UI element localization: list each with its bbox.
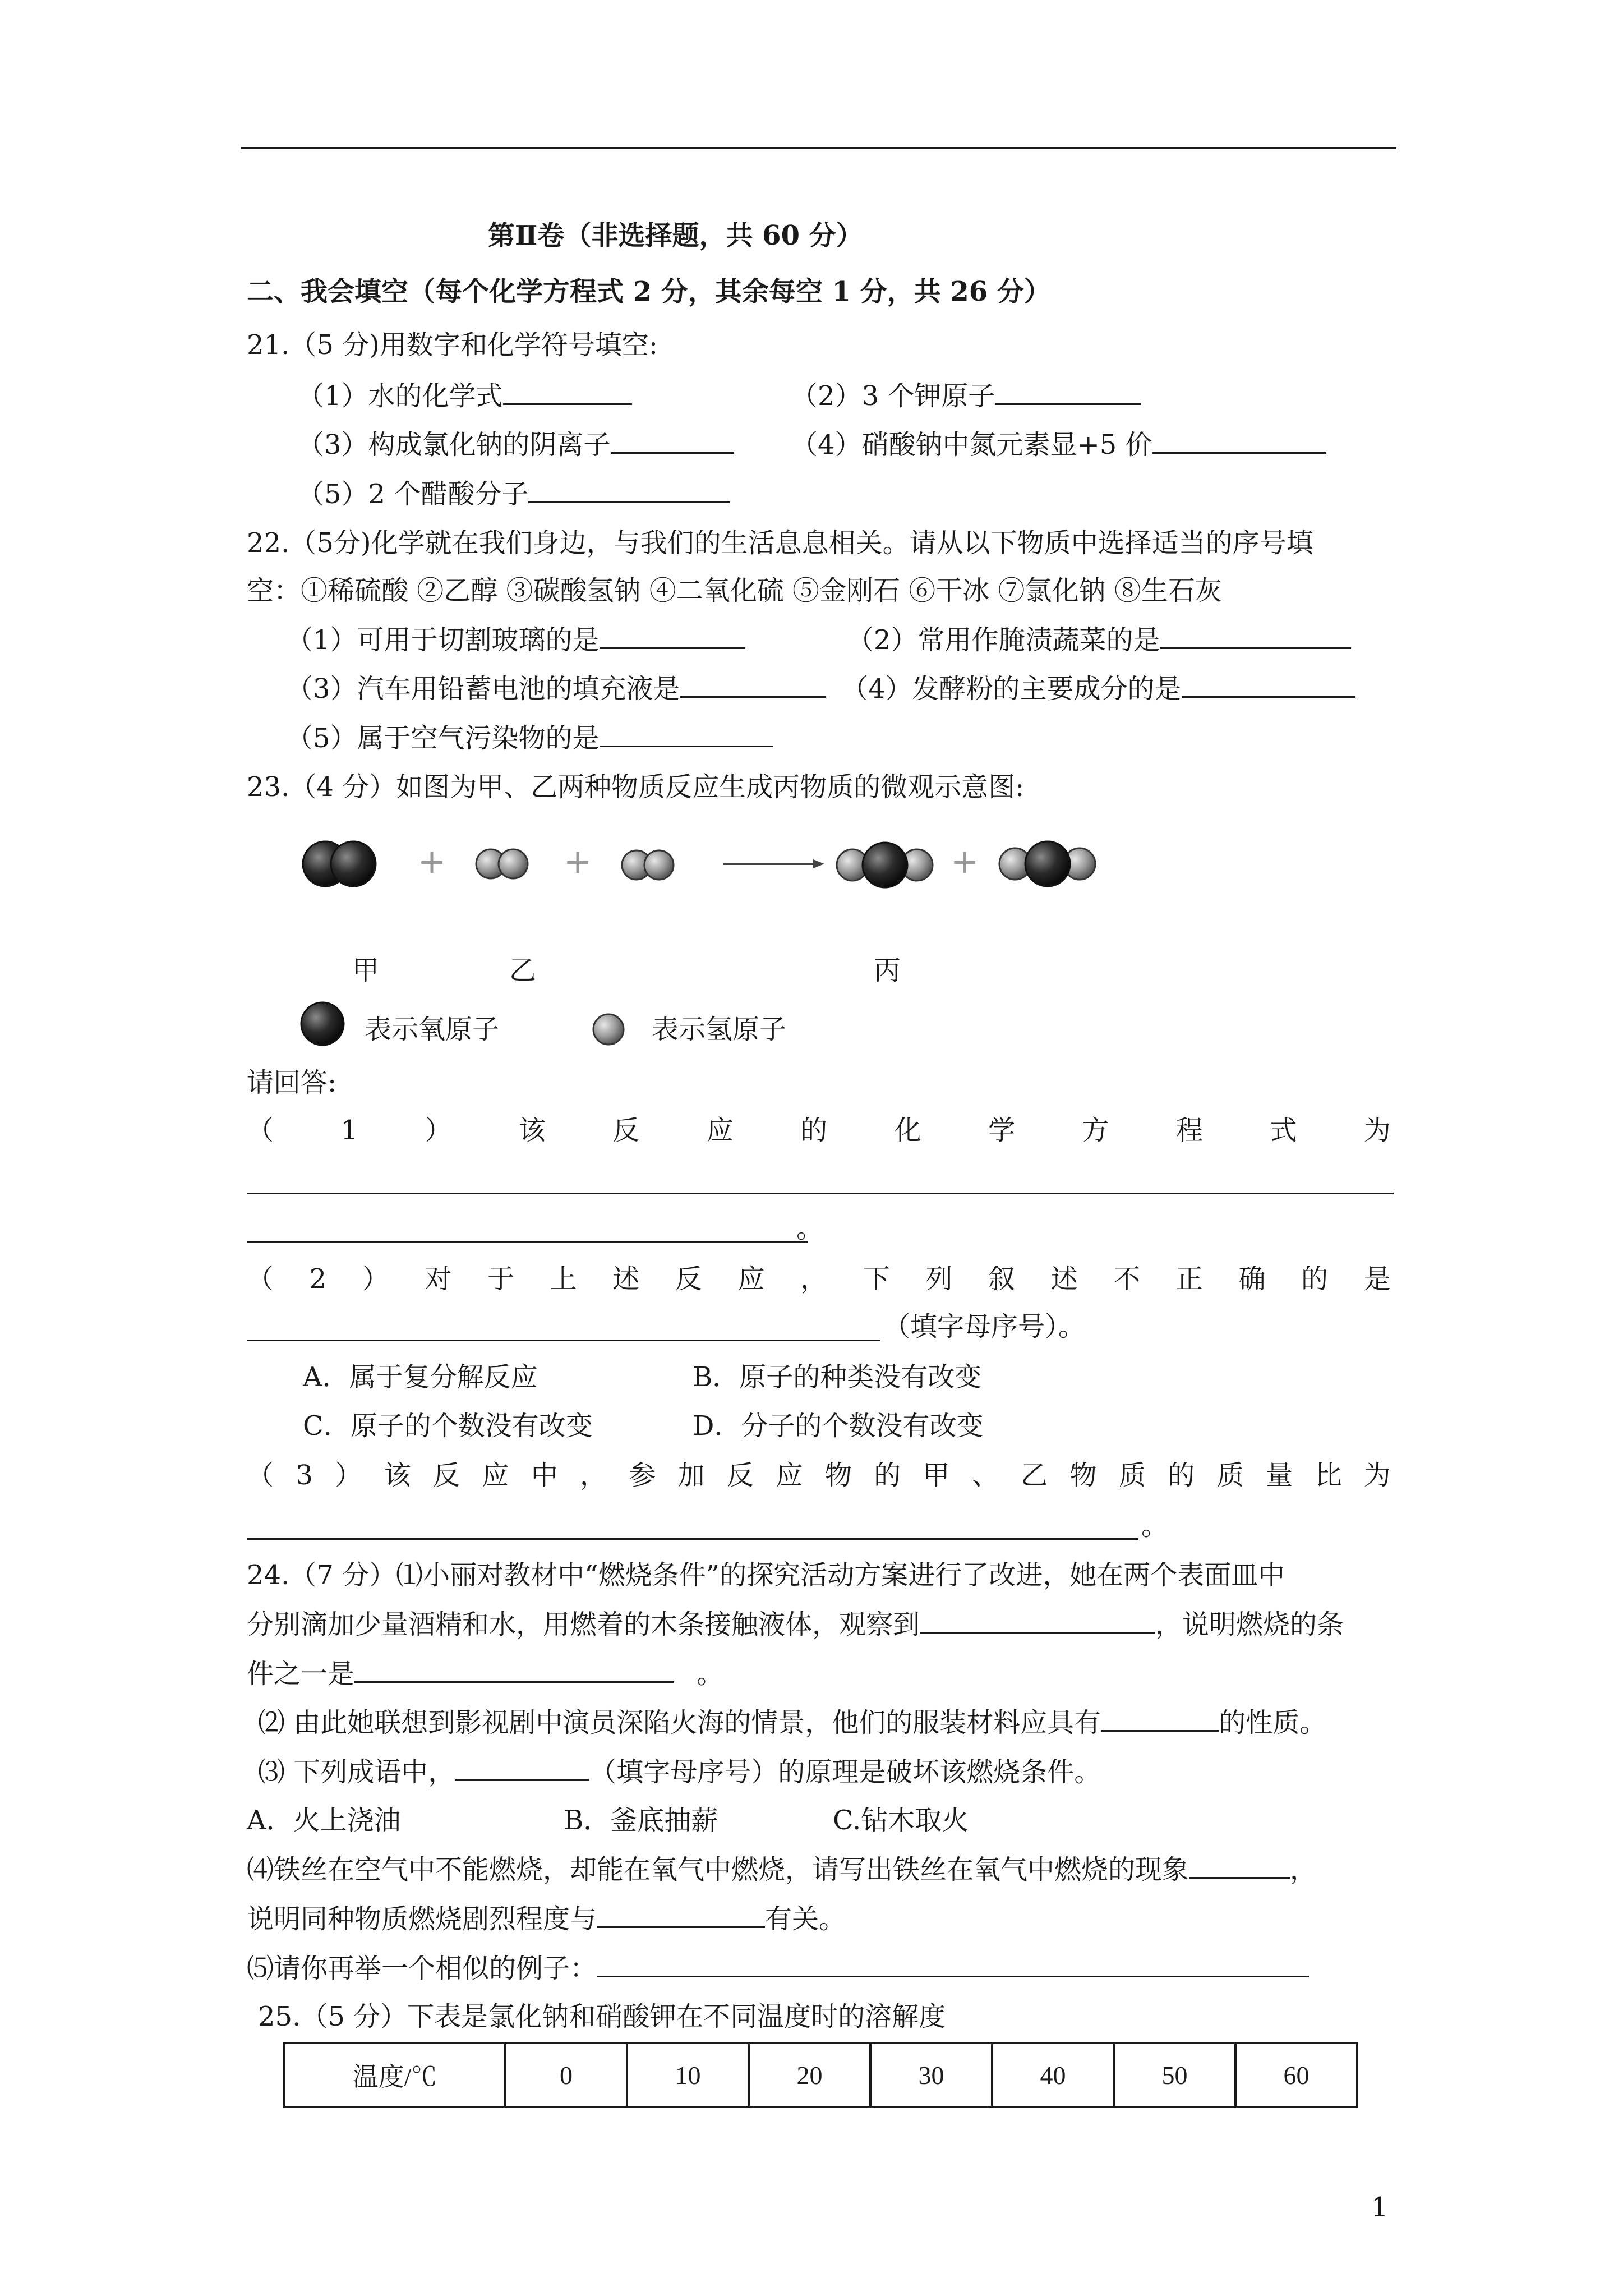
- header-rule: [241, 147, 1396, 149]
- q21-item-4: （4）硝酸钠中氮元素显+5 价: [791, 427, 1326, 462]
- q25-stem: 25.（5 分）下表是氯化钠和硝酸钾在不同温度时的溶解度: [258, 2001, 946, 2032]
- table-header-cell: 10: [627, 2043, 749, 2107]
- q23-option-b: B．原子的种类没有改变: [693, 1361, 982, 1393]
- reaction-arrow: [723, 859, 824, 868]
- answer-blank[interactable]: [528, 477, 730, 503]
- table-header-cell: 温度/℃: [284, 2043, 505, 2107]
- q22-item-2: （2）常用作腌渍蔬菜的是: [847, 623, 1351, 657]
- section-title: 第Ⅱ卷（非选择题，共 60 分）: [488, 220, 863, 251]
- plus-sign: +: [563, 842, 592, 881]
- q24-option-c: C.钻木取火: [833, 1805, 969, 1836]
- q23-p2: （ 2 ） 对 于 上 述 反 应 ， 下 列 叙 述 不 正 确 的 是: [247, 1263, 1391, 1295]
- table-header-cell: 20: [749, 2043, 870, 2107]
- answer-blank[interactable]: [1101, 1705, 1219, 1732]
- table-header-cell: 40: [992, 2043, 1114, 2107]
- molecule-yi-h2: [622, 850, 674, 880]
- label-yi: 乙: [509, 955, 537, 986]
- answer-blank[interactable]: [600, 721, 773, 747]
- q21-item-3: （3）构成氯化钠的阴离子: [297, 427, 734, 462]
- table-row: [284, 2043, 1357, 2107]
- answer-blank[interactable]: [597, 1951, 1309, 1977]
- part-heading: 二、我会填空（每个化学方程式 2 分，其余每空 1 分，共 26 分）: [247, 276, 1051, 307]
- answer-blank[interactable]: [354, 1657, 674, 1683]
- q24-line7: ⑷铁丝在空气中不能燃烧，却能在氧气中燃烧，请写出铁丝在氧气中燃烧的现象 ，: [247, 1852, 1317, 1887]
- q22-item-4: （4）发酵粉的主要成分的是: [841, 671, 1355, 706]
- q23-p3: （ 3 ） 该 反 应 中 ， 参 加 反 应 物 的 甲 、 乙 物 质 的 质 量 比 为: [247, 1460, 1391, 1491]
- q23-stem: 23.（4 分）如图为甲、乙两种物质反应生成丙物质的微观示意图:: [247, 771, 1025, 803]
- answer-blank[interactable]: [1152, 427, 1326, 454]
- q22-item-1: （1）可用于切割玻璃的是: [286, 623, 745, 657]
- q23-option-d: D．分子的个数没有改变: [693, 1410, 984, 1442]
- answer-blank[interactable]: [680, 671, 826, 698]
- answer-blank[interactable]: [597, 1902, 765, 1928]
- q23-prompt: 请回答:: [247, 1067, 337, 1098]
- answer-line[interactable]: [247, 1340, 880, 1341]
- q21-item-5: （5）2 个醋酸分子: [297, 477, 730, 511]
- q22-item-3: （3）汽车用铅蓄电池的填充液是: [286, 671, 826, 706]
- q24-line3: 件之一是 。: [247, 1657, 723, 1691]
- q24-line1: 24.（7 分）⑴小丽对教材中“燃烧条件”的探究活动方案进行了改进，她在两个表面皿中: [247, 1559, 1285, 1591]
- answer-blank[interactable]: [455, 1755, 589, 1781]
- table-header-cell: 60: [1235, 2043, 1357, 2107]
- oxygen-atom-legend-icon: [297, 999, 348, 1049]
- hydrogen-atom-legend-icon: [589, 1010, 628, 1049]
- answer-blank[interactable]: [920, 1607, 1155, 1634]
- answer-blank[interactable]: [1160, 623, 1351, 649]
- q24-line8: 说明同种物质燃烧剧烈程度与 有关。: [247, 1902, 846, 1936]
- answer-blank[interactable]: [995, 379, 1141, 405]
- answer-line[interactable]: [247, 1193, 1394, 1194]
- page-number: 1: [1371, 2192, 1389, 2223]
- q23-option-c: C．原子的个数没有改变: [303, 1410, 593, 1442]
- q21-item-2: （2）3 个钾原子: [791, 379, 1141, 413]
- answer-blank[interactable]: [1189, 1852, 1290, 1879]
- q24-option-b: B．釜底抽薪: [564, 1805, 718, 1836]
- q21-stem: 21.（5 分)用数字和化学符号填空:: [247, 329, 658, 361]
- q24-line4: ⑵ 由此她联想到影视剧中演员深陷火海的情景，他们的服装材料应具有 的性质。: [258, 1705, 1326, 1740]
- legend-oxygen: 表示氧原子: [365, 1014, 500, 1045]
- molecule-jia-o2: [303, 841, 376, 886]
- molecule-bing-h2o: [837, 843, 933, 887]
- table-header-cell: 30: [870, 2043, 992, 2107]
- q24-line9: ⑸请你再举一个相似的例子：: [247, 1951, 1309, 1985]
- plus-sign: +: [417, 842, 446, 881]
- answer-line[interactable]: [247, 1241, 808, 1243]
- answer-blank[interactable]: [1182, 671, 1355, 698]
- q21-item-1: （1）水的化学式: [297, 379, 632, 413]
- q24-line2: 分别滴加少量酒精和水，用燃着的木条接触液体，观察到 ，说明燃烧的条: [247, 1607, 1344, 1641]
- q23-p3-end: 。: [1141, 1510, 1169, 1542]
- q23-p1-end: 。: [796, 1213, 824, 1244]
- table-header-cell: 0: [505, 2043, 627, 2107]
- q24-option-a: A．火上浇油: [247, 1805, 401, 1836]
- solubility-table: [283, 2042, 1358, 2108]
- q24-line5: ⑶ 下列成语中， （填字母序号）的原理是破坏该燃烧条件。: [258, 1755, 1101, 1789]
- q22-stem-line1: 22.（5分)化学就在我们身边，与我们的生活息息相关。请从以下物质中选择适当的序号填: [247, 527, 1313, 559]
- plus-sign: +: [950, 842, 979, 881]
- q22-item-5: （5）属于空气污染物的是: [286, 721, 773, 755]
- answer-line[interactable]: [247, 1538, 1138, 1540]
- molecule-yi-h2: [476, 849, 528, 878]
- answer-blank[interactable]: [611, 427, 734, 454]
- answer-blank[interactable]: [600, 623, 745, 649]
- label-bing: 丙: [874, 955, 901, 986]
- label-jia: 甲: [352, 955, 380, 986]
- q23-p1: （ 1 ） 该 反 应 的 化 学 方 程 式 为: [247, 1115, 1391, 1146]
- q22-stem-line2: 空：①稀硫酸 ②乙醇 ③碳酸氢钠 ④二氧化硫 ⑤金刚石 ⑥干冰 ⑦氯化钠 ⑧生石灰: [247, 575, 1222, 606]
- reaction-diagram: [292, 825, 1133, 903]
- q23-option-a: A．属于复分解反应: [303, 1361, 538, 1393]
- answer-blank[interactable]: [503, 379, 632, 405]
- table-header-cell: 50: [1114, 2043, 1235, 2107]
- legend-hydrogen: 表示氢原子: [652, 1014, 787, 1045]
- q23-p2-end: （填字母序号）。: [883, 1311, 1086, 1342]
- molecule-bing-h2o: [999, 841, 1095, 886]
